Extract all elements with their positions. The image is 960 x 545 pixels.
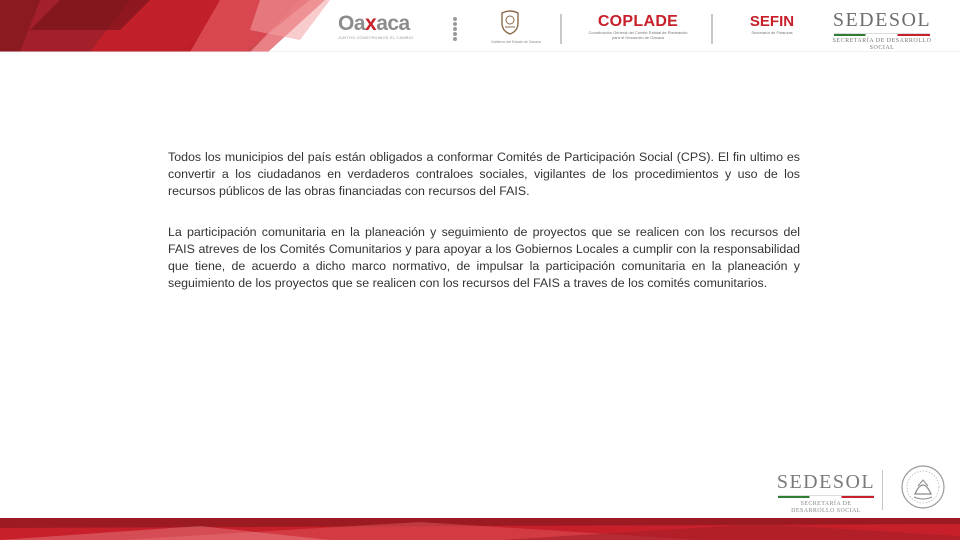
oaxaca-wordmark — [338, 14, 428, 34]
oaxaca-logo — [338, 14, 428, 40]
dotted-separator — [452, 16, 458, 42]
state-seal-caption: Gobierno del Estado de Oaxaca — [491, 40, 541, 44]
body-paragraph-2: La participación comunitaria en la planeación y seguimiento de proyectos que se realicen con los recursos del FAIS atreves de los Comités Comunitarios y para apoyar a los Gobiernos Locales a cumplir con la responsabilidad que tiene, de acuerdo a dicho marco normativo, de impulsar la participación comunitaria en la planeación y seguimiento de los proyectos que se realicen con los recursos del FAIS a traves de los comités comunitarios. — [168, 225, 800, 290]
oaxaca-state-seal-icon — [499, 9, 521, 35]
sedesol-footer-wordmark: SEDESOL — [776, 471, 876, 493]
footer-separator — [882, 470, 883, 510]
sedesol-footer-caption-1: SECRETARÍA DE — [800, 501, 852, 507]
state-seal-logo — [491, 9, 541, 44]
oaxaca-word-a: Oa — [338, 12, 366, 35]
footer-red-stripe — [0, 518, 960, 540]
header-band — [0, 0, 960, 52]
sedesol-header-caption: SECRETARÍA DE DESARROLLO SOCIAL — [832, 38, 932, 51]
body-paragraph-1: Todos los municipios del país están obligados a conformar Comités de Participación Social (CPS). El fin ultimo es convertir a los ciudadanos en verdaderos contraloes sociales, vigilantes de los procedimientos y uso de los recursos públicos de las obras financiadas con recursos del FAIS. — [168, 150, 800, 198]
national-seal-logo — [900, 464, 946, 510]
oaxaca-word-b: aca — [376, 12, 410, 35]
oaxaca-word-x: x — [365, 12, 377, 35]
coplade-wordmark: COPLADE — [597, 13, 679, 30]
header-red-shapes — [0, 0, 960, 52]
sefin-logo — [740, 14, 804, 35]
sedesol-footer-logo — [774, 472, 878, 515]
sefin-caption: Secretaría de Finanzas — [751, 30, 793, 35]
oaxaca-tagline: JUNTOS CONSTRUIMOS EL CAMBIO — [338, 35, 414, 40]
sedesol-footer-caption-2: DESARROLLO SOCIAL — [791, 508, 861, 514]
sedesol-header-logo — [826, 10, 938, 52]
coplade-logo — [588, 14, 688, 40]
coplade-caption: Coordinación General del Comité Estatal de Planeación para el Desarrollo de Oaxaca — [588, 30, 688, 40]
header-separator-1 — [560, 14, 562, 44]
tricolor-stripe — [834, 33, 930, 36]
header-separator-2 — [711, 14, 713, 44]
sefin-wordmark: SEFIN — [749, 13, 795, 30]
sedesol-header-wordmark: SEDESOL — [832, 9, 932, 31]
footer-band — [0, 518, 960, 540]
body-content — [168, 149, 800, 292]
mexico-national-seal-icon — [900, 464, 946, 510]
footer-tricolor-stripe — [778, 495, 874, 498]
